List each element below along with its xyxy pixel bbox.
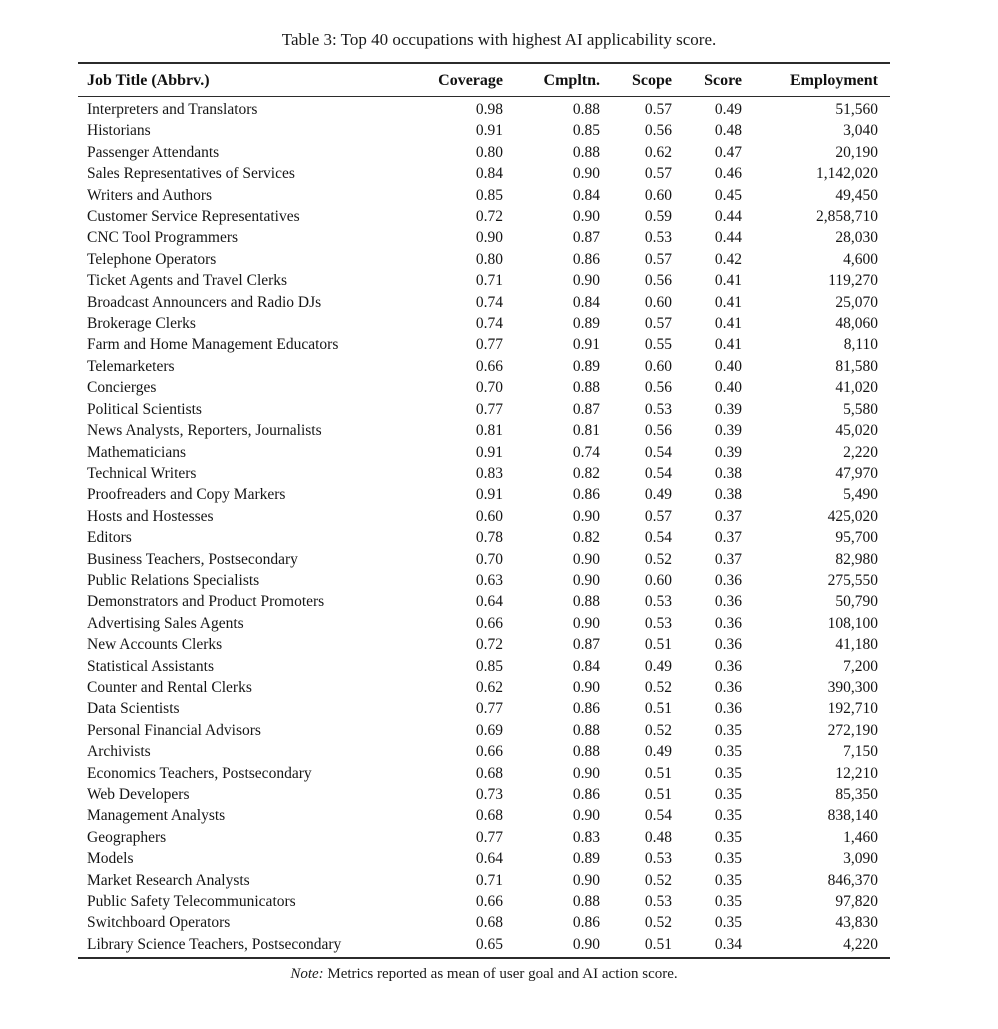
scope-cell: 0.51: [644, 764, 672, 782]
coverage-cell: 0.85: [475, 657, 503, 675]
scope-cell: 0.51: [644, 700, 672, 718]
employment-cell: 8,110: [843, 336, 878, 354]
score-cell: 0.35: [714, 786, 742, 803]
coverage-cell: 0.74: [475, 293, 503, 311]
employment-cell: 192,710: [827, 700, 878, 718]
score-cell: 0.37: [714, 550, 742, 568]
table-row: [78, 848, 890, 869]
table-header: [78, 63, 890, 97]
scope-cell: 0.53: [644, 400, 672, 418]
cmpltn-cell: 0.90: [572, 807, 600, 825]
table-row: [78, 270, 890, 291]
coverage-cell: 0.70: [475, 379, 503, 397]
cmpltn-cell: 0.90: [572, 272, 600, 290]
cmpltn-cell: 0.88: [572, 593, 600, 611]
cmpltn-cell: 0.87: [572, 400, 600, 418]
score-cell: 0.44: [714, 229, 742, 247]
score-cell: 0.47: [714, 143, 742, 161]
score-cell: 0.41: [714, 272, 742, 290]
scope-cell: 0.49: [644, 657, 672, 675]
employment-cell: 28,030: [835, 229, 878, 247]
cmpltn-cell: 0.86: [572, 250, 600, 268]
table-note: [78, 964, 890, 985]
column-header-employment: Employment: [742, 63, 890, 97]
employment-cell: 7,150: [843, 743, 878, 761]
cmpltn-cell: 0.90: [572, 571, 600, 589]
job-title-cell: Political Scientists: [87, 400, 202, 418]
employment-cell: 3,090: [843, 850, 878, 868]
employment-cell: 425,020: [827, 507, 878, 525]
table-row: [78, 934, 890, 958]
scope-cell: 0.59: [644, 208, 672, 226]
score-cell: 0.36: [714, 700, 742, 718]
coverage-cell: 0.91: [475, 486, 503, 504]
coverage-cell: 0.68: [475, 914, 503, 932]
employment-cell: 1,460: [843, 828, 878, 846]
job-title-cell: Geographers: [87, 828, 167, 846]
table-row: [78, 484, 890, 505]
employment-cell: 119,270: [828, 272, 878, 290]
score-cell: 0.36: [714, 636, 742, 654]
score-cell: 0.44: [714, 208, 742, 226]
coverage-cell: 0.77: [475, 400, 503, 418]
job-title-cell: Telephone Operators: [87, 250, 217, 268]
job-title-cell: Sales Representatives of Services: [87, 165, 295, 183]
job-title-cell: Switchboard Operators: [87, 914, 231, 932]
table-row: [78, 827, 890, 848]
coverage-cell: 0.66: [475, 614, 503, 632]
score-cell: 0.36: [714, 657, 742, 675]
score-cell: 0.35: [714, 721, 742, 739]
table-row: [78, 763, 890, 784]
employment-cell: 20,190: [835, 143, 878, 161]
job-title-cell: Interpreters and Translators: [87, 101, 258, 118]
table-row: [78, 912, 890, 933]
job-title-cell: Concierges: [87, 379, 157, 397]
column-header-cmpltn: Cmpltn.: [503, 63, 600, 97]
cmpltn-cell: 0.88: [572, 379, 600, 397]
note-text: Metrics reported as mean of user goal and AI action score.: [327, 966, 678, 983]
scope-cell: 0.54: [644, 464, 672, 482]
coverage-cell: 0.91: [475, 443, 503, 461]
scope-cell: 0.49: [644, 486, 672, 504]
cmpltn-cell: 0.90: [572, 871, 600, 889]
job-title-cell: Farm and Home Management Educators: [87, 336, 339, 354]
column-header-score: Score: [672, 63, 742, 97]
cmpltn-cell: 0.90: [572, 165, 600, 183]
table-row: [78, 120, 890, 141]
score-cell: 0.37: [714, 529, 742, 547]
coverage-cell: 0.98: [475, 101, 503, 118]
scope-cell: 0.57: [644, 101, 672, 118]
job-title-cell: Personal Financial Advisors: [87, 721, 261, 739]
job-title-cell: Editors: [87, 529, 132, 547]
employment-cell: 51,560: [835, 101, 878, 118]
cmpltn-cell: 0.82: [572, 464, 600, 482]
score-cell: 0.39: [714, 443, 742, 461]
employment-cell: 95,700: [835, 529, 878, 547]
table-caption: Table 3: Top 40 occupations with highest AI applicability score.: [281, 30, 717, 49]
paper-page: [0, 29, 998, 985]
cmpltn-cell: 0.90: [572, 507, 600, 525]
cmpltn-cell: 0.88: [572, 893, 600, 911]
employment-cell: 390,300: [827, 678, 878, 696]
coverage-cell: 0.72: [475, 636, 503, 654]
coverage-cell: 0.90: [475, 229, 503, 247]
job-title-cell: Library Science Teachers, Postsecondary: [87, 935, 342, 953]
cmpltn-cell: 0.88: [572, 101, 600, 118]
coverage-cell: 0.78: [475, 529, 503, 547]
score-cell: 0.48: [714, 122, 742, 140]
scope-cell: 0.60: [644, 357, 672, 375]
scope-cell: 0.52: [644, 678, 672, 696]
cmpltn-cell: 0.88: [572, 721, 600, 739]
table-row: [78, 741, 890, 762]
cmpltn-cell: 0.83: [572, 828, 600, 846]
score-cell: 0.35: [714, 764, 742, 782]
table-row: [78, 463, 890, 484]
employment-cell: 50,790: [835, 593, 878, 611]
scope-cell: 0.53: [644, 893, 672, 911]
coverage-cell: 0.63: [475, 571, 503, 589]
score-cell: 0.41: [714, 315, 742, 333]
score-cell: 0.45: [714, 186, 742, 204]
scope-cell: 0.62: [644, 143, 672, 161]
cmpltn-cell: 0.90: [572, 614, 600, 632]
column-header-coverage: Coverage: [418, 63, 503, 97]
table-row: [78, 805, 890, 826]
cmpltn-cell: 0.90: [572, 208, 600, 226]
scope-cell: 0.57: [644, 315, 672, 333]
table-row: [78, 506, 890, 527]
coverage-cell: 0.65: [475, 935, 503, 953]
scope-cell: 0.55: [644, 336, 672, 354]
employment-cell: 272,190: [827, 721, 878, 739]
score-cell: 0.36: [714, 614, 742, 632]
scope-cell: 0.60: [644, 571, 672, 589]
job-title-cell: Demonstrators and Product Promoters: [87, 593, 325, 611]
score-cell: 0.41: [714, 336, 742, 354]
scope-cell: 0.52: [644, 871, 672, 889]
employment-cell: 5,580: [843, 400, 878, 418]
scope-cell: 0.60: [644, 293, 672, 311]
cmpltn-cell: 0.89: [572, 315, 600, 333]
score-cell: 0.35: [714, 893, 742, 911]
score-cell: 0.35: [714, 743, 742, 761]
employment-cell: 48,060: [835, 315, 878, 333]
cmpltn-cell: 0.91: [572, 336, 600, 354]
employment-cell: 12,210: [835, 764, 878, 782]
coverage-cell: 0.71: [475, 871, 503, 889]
coverage-cell: 0.68: [475, 807, 503, 825]
scope-cell: 0.48: [644, 828, 672, 846]
employment-cell: 41,020: [835, 379, 878, 397]
cmpltn-cell: 0.89: [572, 357, 600, 375]
score-cell: 0.36: [714, 593, 742, 611]
table-row: [78, 720, 890, 741]
table-row: [78, 656, 890, 677]
table-row: [78, 377, 890, 398]
score-cell: 0.34: [714, 935, 742, 953]
coverage-cell: 0.64: [475, 850, 503, 868]
scope-cell: 0.51: [644, 636, 672, 654]
employment-cell: 25,070: [835, 293, 878, 311]
job-title-cell: Ticket Agents and Travel Clerks: [87, 272, 288, 290]
job-title-cell: Web Developers: [87, 786, 190, 803]
scope-cell: 0.54: [644, 807, 672, 825]
table-row: [78, 549, 890, 570]
scope-cell: 0.57: [644, 507, 672, 525]
job-title-cell: Management Analysts: [87, 807, 226, 825]
job-title-cell: Proofreaders and Copy Markers: [87, 486, 286, 504]
job-title-cell: CNC Tool Programmers: [87, 229, 239, 247]
job-title-cell: Models: [87, 850, 134, 868]
employment-cell: 5,490: [843, 486, 878, 504]
job-title-cell: Passenger Attendants: [87, 143, 220, 161]
job-title-cell: Market Research Analysts: [87, 871, 250, 889]
employment-cell: 4,600: [843, 250, 878, 268]
table-row: [78, 870, 890, 891]
job-title-cell: Business Teachers, Postsecondary: [87, 550, 298, 568]
column-header-scope: Scope: [600, 63, 672, 97]
employment-cell: 81,580: [835, 357, 878, 375]
table-row: [78, 313, 890, 334]
job-title-cell: Brokerage Clerks: [87, 315, 196, 333]
scope-cell: 0.53: [644, 614, 672, 632]
table-row: [78, 249, 890, 270]
employment-cell: 1,142,020: [816, 165, 878, 183]
cmpltn-cell: 0.90: [572, 550, 600, 568]
coverage-cell: 0.91: [475, 122, 503, 140]
table-body: [78, 97, 890, 959]
employment-cell: 838,140: [827, 807, 878, 825]
job-title-cell: Public Safety Telecommunicators: [87, 893, 296, 911]
score-cell: 0.36: [714, 678, 742, 696]
coverage-cell: 0.66: [475, 357, 503, 375]
table-row: [78, 634, 890, 655]
coverage-cell: 0.62: [475, 678, 503, 696]
score-cell: 0.35: [714, 807, 742, 825]
table-row: [78, 677, 890, 698]
coverage-cell: 0.83: [475, 464, 503, 482]
cmpltn-cell: 0.90: [572, 935, 600, 953]
table-row: [78, 227, 890, 248]
table-row: [78, 206, 890, 227]
coverage-cell: 0.66: [475, 743, 503, 761]
cmpltn-cell: 0.82: [572, 529, 600, 547]
coverage-cell: 0.60: [475, 507, 503, 525]
score-cell: 0.37: [714, 507, 742, 525]
scope-cell: 0.60: [644, 186, 672, 204]
score-cell: 0.35: [714, 850, 742, 868]
score-cell: 0.39: [714, 422, 742, 440]
coverage-cell: 0.68: [475, 764, 503, 782]
employment-cell: 4,220: [843, 935, 878, 953]
cmpltn-cell: 0.81: [572, 422, 600, 440]
scope-cell: 0.53: [644, 593, 672, 611]
cmpltn-cell: 0.84: [572, 293, 600, 311]
header-row: [78, 63, 890, 97]
occupations-table: [78, 62, 890, 959]
table-row: [78, 784, 890, 805]
employment-cell: 85,350: [835, 786, 878, 803]
score-cell: 0.35: [714, 914, 742, 932]
table-row: [78, 356, 890, 377]
table-row: [78, 613, 890, 634]
table-row: [78, 292, 890, 313]
score-cell: 0.49: [714, 101, 742, 118]
coverage-cell: 0.71: [475, 272, 503, 290]
table-row: [78, 570, 890, 591]
employment-cell: 49,450: [835, 186, 878, 204]
coverage-cell: 0.64: [475, 593, 503, 611]
cmpltn-cell: 0.86: [572, 914, 600, 932]
coverage-cell: 0.77: [475, 828, 503, 846]
scope-cell: 0.54: [644, 443, 672, 461]
scope-cell: 0.52: [644, 550, 672, 568]
coverage-cell: 0.73: [475, 786, 503, 803]
cmpltn-cell: 0.86: [572, 786, 600, 803]
job-title-cell: Data Scientists: [87, 700, 180, 718]
job-title-cell: Advertising Sales Agents: [87, 614, 244, 632]
cmpltn-cell: 0.74: [572, 443, 600, 461]
note-label: Note:: [290, 966, 324, 983]
scope-cell: 0.51: [644, 786, 672, 803]
table-row: [78, 442, 890, 463]
job-title-cell: Counter and Rental Clerks: [87, 678, 252, 696]
table-row: [78, 163, 890, 184]
table-row: [78, 97, 890, 121]
job-title-cell: New Accounts Clerks: [87, 636, 223, 654]
job-title-cell: Historians: [87, 122, 151, 140]
table-row: [78, 185, 890, 206]
coverage-cell: 0.69: [475, 721, 503, 739]
score-cell: 0.42: [714, 250, 742, 268]
employment-cell: 7,200: [843, 657, 878, 675]
job-title-cell: Broadcast Announcers and Radio DJs: [87, 293, 322, 311]
employment-cell: 82,980: [835, 550, 878, 568]
job-title-cell: Telemarketers: [87, 357, 175, 375]
score-cell: 0.35: [714, 871, 742, 889]
scope-cell: 0.52: [644, 721, 672, 739]
table-row: [78, 334, 890, 355]
job-title-cell: Customer Service Representatives: [87, 208, 300, 226]
employment-cell: 45,020: [835, 422, 878, 440]
scope-cell: 0.56: [644, 122, 672, 140]
employment-cell: 41,180: [835, 636, 878, 654]
scope-cell: 0.54: [644, 529, 672, 547]
coverage-cell: 0.80: [475, 250, 503, 268]
scope-cell: 0.57: [644, 165, 672, 183]
cmpltn-cell: 0.89: [572, 850, 600, 868]
coverage-cell: 0.77: [475, 700, 503, 718]
coverage-cell: 0.72: [475, 208, 503, 226]
score-cell: 0.39: [714, 400, 742, 418]
coverage-cell: 0.85: [475, 186, 503, 204]
score-cell: 0.40: [714, 357, 742, 375]
cmpltn-cell: 0.86: [572, 700, 600, 718]
job-title-cell: Archivists: [87, 743, 151, 761]
scope-cell: 0.56: [644, 422, 672, 440]
employment-cell: 2,858,710: [816, 208, 878, 226]
cmpltn-cell: 0.84: [572, 186, 600, 204]
cmpltn-cell: 0.90: [572, 678, 600, 696]
score-cell: 0.46: [714, 165, 742, 183]
coverage-cell: 0.66: [475, 893, 503, 911]
cmpltn-cell: 0.84: [572, 657, 600, 675]
cmpltn-cell: 0.87: [572, 636, 600, 654]
job-title-cell: Economics Teachers, Postsecondary: [87, 764, 312, 782]
cmpltn-cell: 0.88: [572, 143, 600, 161]
scope-cell: 0.52: [644, 914, 672, 932]
employment-cell: 108,100: [827, 614, 878, 632]
coverage-cell: 0.81: [475, 422, 503, 440]
job-title-cell: Public Relations Specialists: [87, 571, 260, 589]
cmpltn-cell: 0.85: [572, 122, 600, 140]
score-cell: 0.38: [714, 464, 742, 482]
score-cell: 0.41: [714, 293, 742, 311]
table-row: [78, 527, 890, 548]
cmpltn-cell: 0.90: [572, 764, 600, 782]
scope-cell: 0.51: [644, 935, 672, 953]
employment-cell: 3,040: [843, 122, 878, 140]
coverage-cell: 0.74: [475, 315, 503, 333]
table-row: [78, 420, 890, 441]
job-title-cell: News Analysts, Reporters, Journalists: [87, 422, 322, 440]
table-row: [78, 142, 890, 163]
scope-cell: 0.53: [644, 850, 672, 868]
job-title-cell: Hosts and Hostesses: [87, 507, 214, 525]
coverage-cell: 0.84: [475, 165, 503, 183]
score-cell: 0.40: [714, 379, 742, 397]
table-row: [78, 698, 890, 719]
table-row: [78, 591, 890, 612]
table-row: [78, 399, 890, 420]
job-title-cell: Statistical Assistants: [87, 657, 215, 675]
coverage-cell: 0.77: [475, 336, 503, 354]
scope-cell: 0.56: [644, 272, 672, 290]
job-title-cell: Writers and Authors: [87, 186, 213, 204]
cmpltn-cell: 0.87: [572, 229, 600, 247]
scope-cell: 0.49: [644, 743, 672, 761]
job-title-cell: Mathematicians: [87, 443, 186, 461]
coverage-cell: 0.80: [475, 143, 503, 161]
job-title-cell: Technical Writers: [87, 464, 197, 482]
score-cell: 0.35: [714, 828, 742, 846]
scope-cell: 0.56: [644, 379, 672, 397]
cmpltn-cell: 0.88: [572, 743, 600, 761]
employment-cell: 47,970: [835, 464, 878, 482]
employment-cell: 2,220: [843, 443, 878, 461]
column-header-job-title: Job Title (Abbrv.): [78, 63, 418, 97]
employment-cell: 275,550: [827, 571, 878, 589]
score-cell: 0.36: [714, 571, 742, 589]
scope-cell: 0.53: [644, 229, 672, 247]
scope-cell: 0.57: [644, 250, 672, 268]
score-cell: 0.38: [714, 486, 742, 504]
employment-cell: 97,820: [835, 893, 878, 911]
table-row: [78, 891, 890, 912]
employment-cell: 846,370: [827, 871, 878, 889]
cmpltn-cell: 0.86: [572, 486, 600, 504]
coverage-cell: 0.70: [475, 550, 503, 568]
employment-cell: 43,830: [835, 914, 878, 932]
